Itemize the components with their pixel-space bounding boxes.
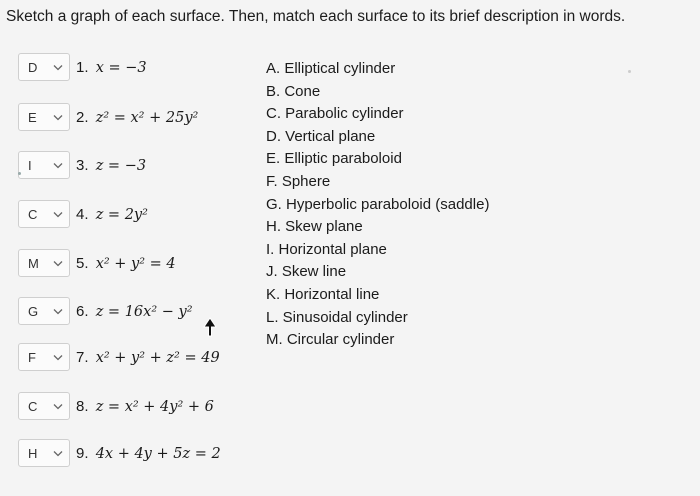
chevron-down-icon: [53, 308, 63, 315]
answer-dropdown-7[interactable]: [18, 343, 70, 371]
question-row-5: [18, 247, 176, 279]
question-text: [76, 255, 176, 272]
question-row-4: [18, 198, 148, 230]
question-equation: z = 16x² − y²: [95, 303, 193, 320]
question-row-3: [18, 149, 146, 181]
question-row-8: [18, 390, 214, 422]
question-number: 5.: [76, 254, 89, 272]
answer-dropdown-8[interactable]: [18, 392, 70, 420]
chevron-down-icon: [53, 114, 63, 121]
question-equation: x² + y² = 4: [95, 255, 176, 272]
answer-dropdown-6[interactable]: [18, 297, 70, 325]
question-number: 9.: [76, 444, 89, 462]
question-text: [76, 445, 221, 462]
chevron-down-icon: [53, 211, 63, 218]
question-row-2: [18, 101, 198, 133]
question-text: [76, 398, 214, 415]
question-text: [76, 109, 198, 126]
question-number: 3.: [76, 156, 89, 174]
question-equation: z = 2y²: [95, 206, 148, 223]
answer-option: G. Hyperbolic paraboloid (saddle): [266, 195, 490, 213]
answer-option: C. Parabolic cylinder: [266, 105, 404, 123]
question-equation: x² + y² + z² = 49: [95, 349, 220, 366]
answer-option: H. Skew plane: [266, 218, 363, 236]
question-text: [76, 206, 148, 223]
answer-dropdown-9[interactable]: [18, 439, 70, 467]
question-number: 4.: [76, 205, 89, 223]
question-row-7: [18, 341, 220, 373]
chevron-down-icon: [53, 450, 63, 457]
question-equation: z = x² + 4y² + 6: [95, 398, 214, 415]
answer-dropdown-4[interactable]: [18, 200, 70, 228]
question-row-6: [18, 295, 193, 327]
question-equation: z² = x² + 25y²: [95, 109, 199, 126]
dropdown-value: E: [28, 109, 37, 125]
mouse-cursor-icon: [202, 317, 218, 337]
answer-dropdown-5[interactable]: [18, 249, 70, 277]
answer-option: J. Skew line: [266, 263, 347, 281]
chevron-down-icon: [53, 403, 63, 410]
answer-options-list: [266, 58, 489, 352]
dropdown-value: H: [28, 445, 38, 461]
question-number: 6.: [76, 302, 89, 320]
chevron-down-icon: [53, 64, 63, 71]
dropdown-value: I: [28, 157, 32, 173]
question-row-1: [18, 51, 147, 83]
question-text: [76, 303, 193, 320]
answer-option: L. Sinusoidal cylinder: [266, 308, 408, 326]
instructions-text: Sketch a graph of each surface. Then, match each surface to its brief description in words.: [6, 8, 626, 25]
answer-option: E. Elliptic paraboloid: [266, 150, 402, 168]
question-number: 7.: [76, 348, 89, 366]
dropdown-value: M: [28, 255, 39, 271]
question-number: 1.: [76, 58, 89, 76]
answer-option: I. Horizontal plane: [266, 240, 387, 258]
dropdown-value: C: [28, 398, 38, 414]
answer-option: F. Sphere: [266, 172, 331, 190]
answer-option: D. Vertical plane: [266, 127, 376, 145]
answer-option: B. Cone: [266, 82, 321, 100]
chevron-down-icon: [53, 260, 63, 267]
question-text: [76, 157, 146, 174]
speck: [628, 70, 631, 73]
question-number: 2.: [76, 108, 89, 126]
chevron-down-icon: [53, 354, 63, 361]
dropdown-value: F: [28, 349, 36, 365]
answer-dropdown-3[interactable]: [18, 151, 70, 179]
question-equation: x = −3: [95, 59, 147, 76]
answer-dropdown-1[interactable]: [18, 53, 70, 81]
answer-option: M. Circular cylinder: [266, 331, 395, 349]
question-equation: 4x + 4y + 5z = 2: [95, 445, 221, 462]
answer-dropdown-2[interactable]: [18, 103, 70, 131]
answer-option: A. Elliptical cylinder: [266, 60, 396, 77]
question-equation: z = −3: [95, 157, 147, 174]
question-text: [76, 349, 220, 366]
question-number: 8.: [76, 397, 89, 415]
dropdown-value: C: [28, 206, 38, 222]
question-row-9: [18, 437, 221, 469]
answer-option: K. Horizontal line: [266, 285, 380, 303]
speck: [18, 172, 21, 175]
dropdown-value: D: [28, 59, 38, 75]
question-text: [76, 59, 147, 76]
dropdown-value: G: [28, 303, 39, 319]
chevron-down-icon: [53, 162, 63, 169]
